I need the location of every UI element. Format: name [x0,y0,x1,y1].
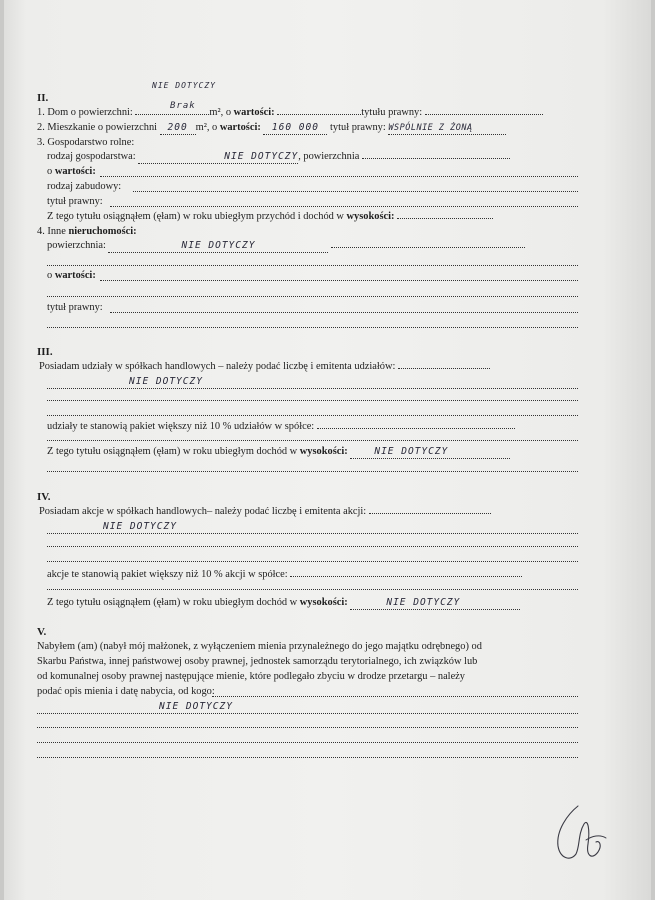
akcje-wysokosci-label: wysokości [299,597,345,608]
mieszkanie-label: 2. Mieszkanie o powierzchni [37,122,158,133]
row-udzialy-intro [39,361,490,373]
gosp-wartosci-label: wartości [54,166,93,177]
inne-tytul-blank [110,312,578,313]
dom-tytul-label: tytułu prawny: [361,107,423,118]
nabylem-line-2: Skarbu Państwa, innej państwowej osoby prawnej, jednostek samorządu terytorialnego, ich związków lub [37,656,478,667]
inne-o-label: o [47,270,53,281]
row-inne-wartosci: o wartości: [47,270,96,281]
dom-tytul-blank [425,114,543,115]
section-3-heading: III. [37,346,53,358]
rodzaj-value: NIE DOTYCZY [138,151,298,164]
handwritten-note-top: NIE DOTYCZY [152,81,216,90]
handwritten-strikeout: Brak [170,101,196,111]
inne-tytul-label: tytuł prawny: [47,302,103,313]
section-2-heading: II. [37,92,49,104]
udzialy-intro: Posiadam udziały w spółkach handlowych – należy podać liczbę i emitenta udziałów: [39,361,396,372]
inne-powierzchnia-label: powierzchnia: [47,240,106,251]
udzialy-wysokosci-label: wysokości [299,446,345,457]
inne-line-1 [47,265,578,266]
inne-wartosci-blank [100,280,578,281]
row-gosp-wartosci: o wartości: [47,166,96,177]
udzialy-pakiet-text: udziały te stanowią pakiet większy niż 10 % udziałów w spółce: [47,421,315,432]
dom-area-blank [135,114,209,115]
row-inne-powierzchnia [47,240,525,253]
nabylem-line-5 [37,727,578,728]
akcje-pakiet-blank [290,576,522,577]
zabudowy-label: rodzaj zabudowy: [47,181,122,192]
inne-powierzchnia-value: NIE DOTYCZY [108,240,328,253]
zabudowy-blank [133,191,578,192]
nabylem-line-4: podać opis mienia i datę nabycia, od kogo: [37,686,215,697]
gospodarstwo-label: 3. Gospodarstwo rolne: [37,137,135,148]
row-udzialy-pakiet [47,421,515,433]
mieszkanie-tytul-value: WSPÓLNIE Z ŻONĄ [388,122,506,135]
row-gosp-dochod: Z tego tytułu osiągnąłem (ęłam) w roku ubiegłym przychód i dochód w wysokości: [47,211,493,223]
row-akcje-value [47,521,578,534]
row-inne: 4. Inne nieruchomości: [37,226,137,237]
row-mieszkanie: 2. Mieszkanie o powierzchni 200 m², o wartości: 160 000 tytuł prawny: WSPÓLNIE Z ŻONĄ [37,122,506,135]
udzialy-intro-blank [398,368,490,369]
udzialy-line-3 [47,440,578,441]
row-akcje-intro [39,506,491,518]
row-udzialy-value [47,376,578,389]
nieruchomosci-label: nieruchomości [68,226,134,237]
row-nabylem-value [37,701,578,714]
gosp-tytul-blank [110,206,578,207]
akcje-intro: Posiadam akcje w spółkach handlowych– należy podać liczbę i emitenta akcji: [39,506,367,517]
udzialy-dochod-value: NIE DOTYCZY [350,446,510,459]
signature-mark [548,800,608,870]
mieszkanie-value: 160 000 [263,122,327,135]
akcje-intro-blank [369,513,491,514]
nabylem-line-4-blank [212,696,578,697]
dom-value-blank [277,114,361,115]
section-5-heading: V. [37,626,47,638]
gosp-wartosci-blank [100,176,578,177]
mieszkanie-unit: m², o [195,122,218,133]
gosp-wysokosci-label: wysokości [346,211,392,222]
row-rodzaj-gospodarstwa [47,151,510,164]
udzialy-line-1 [47,400,578,401]
powierzchnia-label: , powierzchnia [298,151,360,162]
dom-unit: m², o [209,107,232,118]
inne-line-2 [47,296,578,297]
akcje-pakiet-text: akcje te stanowią pakiet większy niż 10 % akcji w spółce: [47,569,288,580]
row-dom: 1. Dom o powierzchni: m², o wartości: tytułu prawny: [37,107,543,119]
akcje-line-2 [47,561,578,562]
mieszkanie-wartosci-label: wartości [219,122,258,133]
akcje-value: NIE DOTYCZY [47,521,578,534]
row-udzialy-dochod: Z tego tytułu osiągnąłem (ęłam) w roku ubiegłym dochód w wysokości: NIE DOTYCZY [47,446,510,459]
akcje-line-1 [47,546,578,547]
nabylem-line-1: Nabyłem (am) (nabył mój małżonek, z wyłączeniem mienia przynależnego do jego majątku odrębnego) od [37,641,482,652]
row-akcje-dochod: Z tego tytułu osiągnąłem (ęłam) w roku ubiegłym dochód w wysokości: NIE DOTYCZY [47,597,520,610]
udzialy-pakiet-blank [317,428,515,429]
powierzchnia-blank [362,158,510,159]
gosp-tytul-label: tytuł prawny: [47,196,103,207]
gosp-dochod-blank [397,218,493,219]
rodzaj-label: rodzaj gospodarstwa: [47,151,136,162]
mieszkanie-tytul-label: tytuł prawny: [330,122,386,133]
udzialy-value: NIE DOTYCZY [47,376,578,389]
inne-wartosci-label: wartości [54,270,93,281]
udzialy-line-2 [47,415,578,416]
nabylem-line-3: od komunalnej osoby prawnej następujące mienie, które podlegało zbyciu w drodze przetargu – należy [37,671,465,682]
nabylem-line-6 [37,742,578,743]
akcje-dochod-value: NIE DOTYCZY [350,597,520,610]
gosp-o-label: o [47,166,53,177]
dom-label: 1. Dom o powierzchni: [37,107,133,118]
nabylem-value: NIE DOTYCZY [37,701,578,714]
nabylem-line-7 [37,757,578,758]
gosp-dochod-text: Z tego tytułu osiągnąłem (ęłam) w roku ubiegłym przychód i dochód w [47,211,344,222]
akcje-line-3 [47,589,578,590]
inne-powierzchnia-blank-tail [331,247,525,248]
inne-label: 4. Inne [37,226,66,237]
udzialy-dochod-text: Z tego tytułu osiągnąłem (ęłam) w roku ubiegłym dochód w [47,446,298,457]
row-akcje-pakiet [47,569,522,581]
akcje-dochod-text: Z tego tytułu osiągnąłem (ęłam) w roku ubiegłym dochód w [47,597,298,608]
mieszkanie-area-value: 200 [160,122,196,135]
inne-line-3 [47,327,578,328]
udzialy-line-4 [47,471,578,472]
section-4-heading: IV. [37,491,51,503]
dom-wartosci-label: wartości [233,107,272,118]
